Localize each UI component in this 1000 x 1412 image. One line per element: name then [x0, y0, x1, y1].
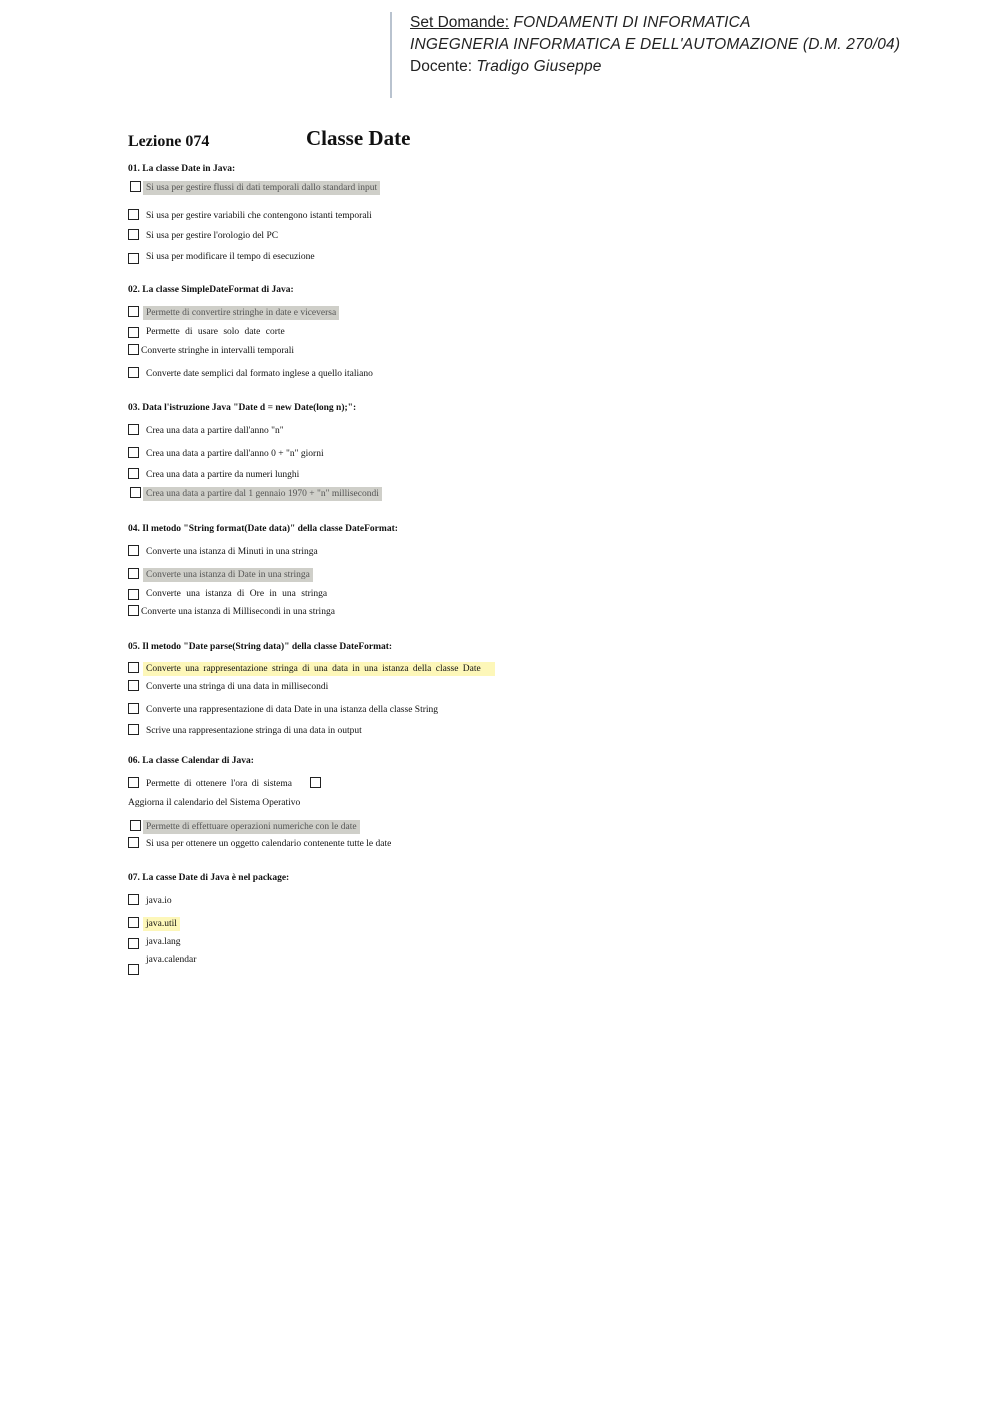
option-text: Permette di ottenere l'ora di sistema: [146, 779, 292, 789]
option-text: Converte stringhe in intervalli temporali: [141, 346, 295, 356]
option-text: Si usa per gestire l'orologio del PC: [146, 231, 279, 241]
option-text: Si usa per gestire variabili che contengono istanti temporali: [146, 211, 372, 221]
checkbox[interactable]: [128, 306, 139, 317]
question-03: 03. Data l'istruzione Java "Date d = new Date(long n);":: [128, 403, 357, 413]
option-text: Converte una istanza di Ore in una stringa: [146, 589, 328, 599]
option-text: Converte una istanza di Millisecondi in una stringa: [141, 607, 335, 617]
teacher-name: Tradigo Giuseppe: [476, 58, 602, 75]
checkbox[interactable]: [128, 589, 139, 600]
checkbox[interactable]: [128, 680, 139, 691]
option-text: java.calendar: [146, 955, 197, 965]
checkbox[interactable]: [128, 367, 139, 378]
option-text: Permette di effettuare operazioni numeriche con le date: [143, 820, 360, 834]
set-line: Set Domande: FONDAMENTI DI INFORMATICA: [410, 14, 751, 31]
checkbox[interactable]: [128, 777, 139, 788]
option-text: java.util: [143, 917, 180, 931]
checkbox[interactable]: [130, 181, 141, 192]
degree-line: [410, 34, 900, 56]
checkbox[interactable]: [128, 964, 139, 975]
checkbox[interactable]: [128, 724, 139, 735]
option-text: Converte una istanza di Minuti in una stringa: [146, 547, 318, 557]
option-text: Converte una istanza di Date in una stringa: [143, 568, 313, 582]
option-text: Converte una rappresentazione di data Date in una istanza della classe String: [146, 705, 439, 715]
degree-name: INGEGNERIA INFORMATICA E DELL'AUTOMAZIONE (D.M. 270/04): [410, 36, 901, 53]
option-text: Converte date semplici dal formato inglese a quello italiano: [146, 369, 373, 379]
checkbox[interactable]: [130, 487, 141, 498]
checkbox[interactable]: [128, 938, 139, 949]
option-text: Si usa per gestire flussi di dati temporali dallo standard input: [143, 181, 380, 195]
document-header: [390, 12, 900, 98]
teacher-line: [410, 56, 900, 78]
checkbox[interactable]: [128, 327, 139, 338]
question-05: 05. Il metodo "Date parse(String data)" della classe DateFormat:: [128, 642, 393, 652]
teacher-label: Docente:: [410, 58, 473, 75]
option-text: Crea una data a partire dal 1 gennaio 1970 + "n" millisecondi: [143, 487, 382, 501]
question-04: 04. Il metodo "String format(Date data)" della classe DateFormat:: [128, 524, 398, 534]
checkbox[interactable]: [128, 468, 139, 479]
option-text: Crea una data a partire dall'anno "n": [146, 426, 284, 436]
option-text: Crea una data a partire dall'anno 0 + "n" giorni: [146, 449, 324, 459]
checkbox[interactable]: [128, 545, 139, 556]
checkbox[interactable]: [128, 229, 139, 240]
page-title: Classe Date: [306, 126, 411, 150]
option-text: java.lang: [146, 937, 181, 947]
option-text: Converte una rappresentazione stringa di una data in una istanza della classe Date: [143, 662, 495, 676]
question-02: 02. La classe SimpleDateFormat di Java:: [128, 285, 294, 295]
checkbox[interactable]: [128, 424, 139, 435]
question-01: 01. La classe Date in Java:: [128, 164, 236, 174]
option-text: Crea una data a partire da numeri lunghi: [146, 470, 300, 480]
option-text: Si usa per modificare il tempo di esecuzione: [146, 252, 315, 262]
option-text: Scrive una rappresentazione stringa di una data in output: [146, 726, 362, 736]
checkbox[interactable]: [128, 568, 139, 579]
checkbox[interactable]: [128, 703, 139, 714]
set-label: Set Domande: [410, 14, 505, 31]
checkbox[interactable]: [128, 837, 139, 848]
option-text: Converte una stringa di una data in millisecondi: [146, 682, 329, 692]
option-text: Permette di usare solo date corte: [146, 327, 285, 337]
checkbox[interactable]: [128, 447, 139, 458]
option-text: Permette di convertire stringhe in date e viceversa: [143, 306, 339, 320]
checkbox[interactable]: [128, 662, 139, 673]
checkbox[interactable]: [130, 820, 141, 831]
option-text: Aggiorna il calendario del Sistema Operativo: [128, 798, 301, 808]
question-07: 07. La casse Date di Java è nel package:: [128, 873, 290, 883]
checkbox[interactable]: [310, 777, 321, 788]
course-name: FONDAMENTI DI INFORMATICA: [513, 14, 751, 31]
option-text: Si usa per ottenere un oggetto calendario contenente tutte le date: [146, 839, 392, 849]
lesson-number: Lezione 074: [128, 133, 210, 150]
checkbox[interactable]: [128, 894, 139, 905]
question-06: 06. La classe Calendar di Java:: [128, 756, 254, 766]
option-text: java.io: [146, 896, 172, 906]
checkbox[interactable]: [128, 917, 139, 928]
checkbox[interactable]: [128, 209, 139, 220]
checkbox[interactable]: [128, 253, 139, 264]
